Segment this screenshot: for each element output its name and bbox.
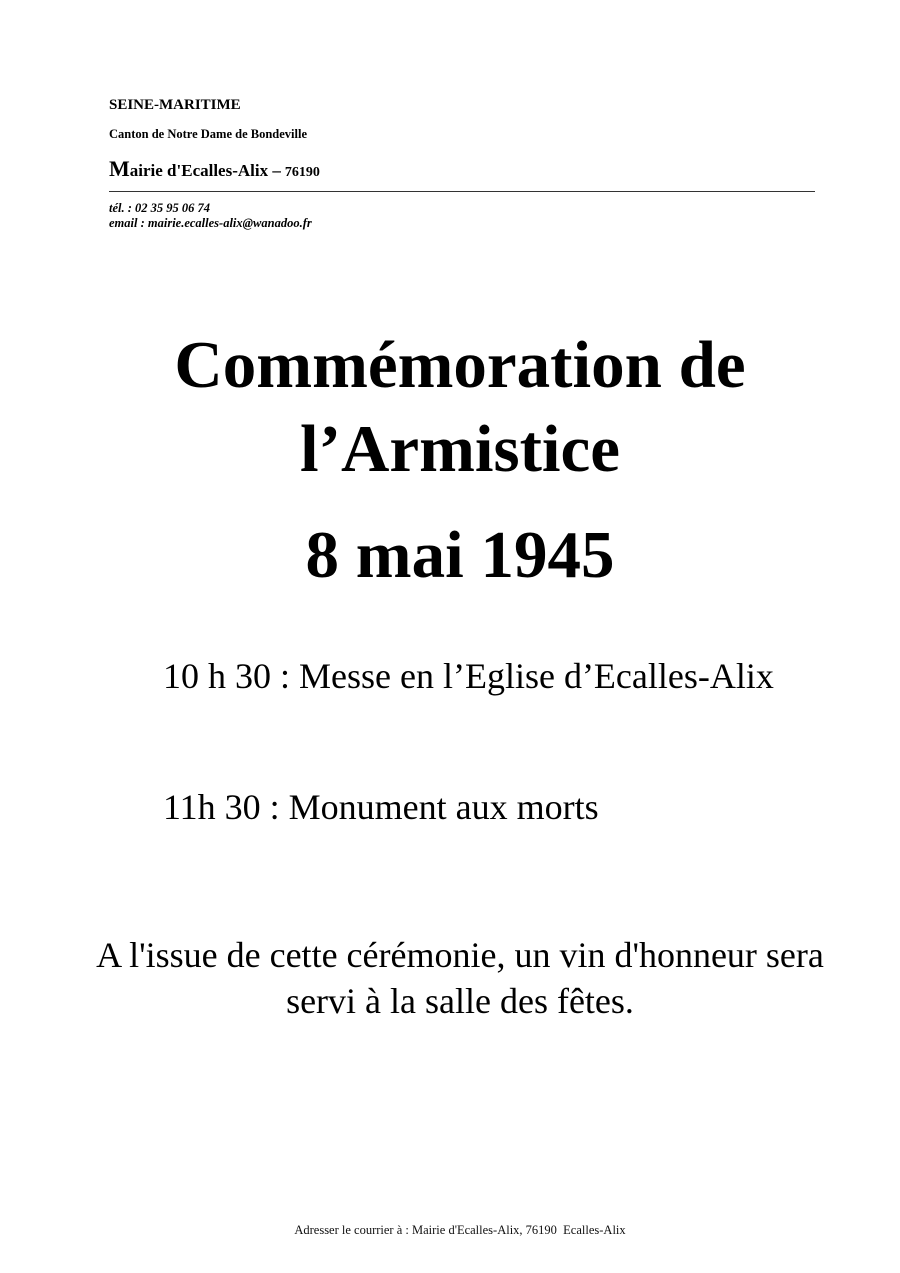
schedule-item-mass: 10 h 30 : Messe en l’Eglise d’Ecalles-Alix	[163, 656, 774, 696]
page-title-line1: Commémoration de	[174, 328, 746, 402]
phone-number: tél. : 02 35 95 06 74	[109, 201, 211, 215]
mairie-name: airie d'Ecalles-Alix –	[129, 161, 281, 180]
contact-block	[109, 201, 815, 231]
closing-announcement: A l'issue de cette cérémonie, un vin d'honneur sera servi à la salle des fêtes.	[96, 935, 824, 1021]
email-address: email : mairie.ecalles-alix@wanadoo.fr	[109, 216, 312, 230]
letterhead	[109, 96, 815, 231]
page-title-line2: l’Armistice	[300, 412, 620, 486]
mairie-initial: M	[109, 156, 130, 181]
letterhead-divider	[109, 191, 815, 192]
canton-name: Canton de Notre Dame de Bondeville	[109, 127, 308, 141]
department-name: SEINE-MARITIME	[109, 97, 241, 113]
mairie-heading	[109, 157, 815, 185]
footer-address: Adresser le courrier à : Mairie d'Ecalles-Alix, 76190 Ecalles-Alix	[294, 1223, 626, 1237]
event-date: 8 mai 1945	[305, 518, 615, 592]
mairie-postcode: 76190	[284, 165, 320, 180]
schedule-item-monument: 11h 30 : Monument aux morts	[163, 787, 599, 827]
